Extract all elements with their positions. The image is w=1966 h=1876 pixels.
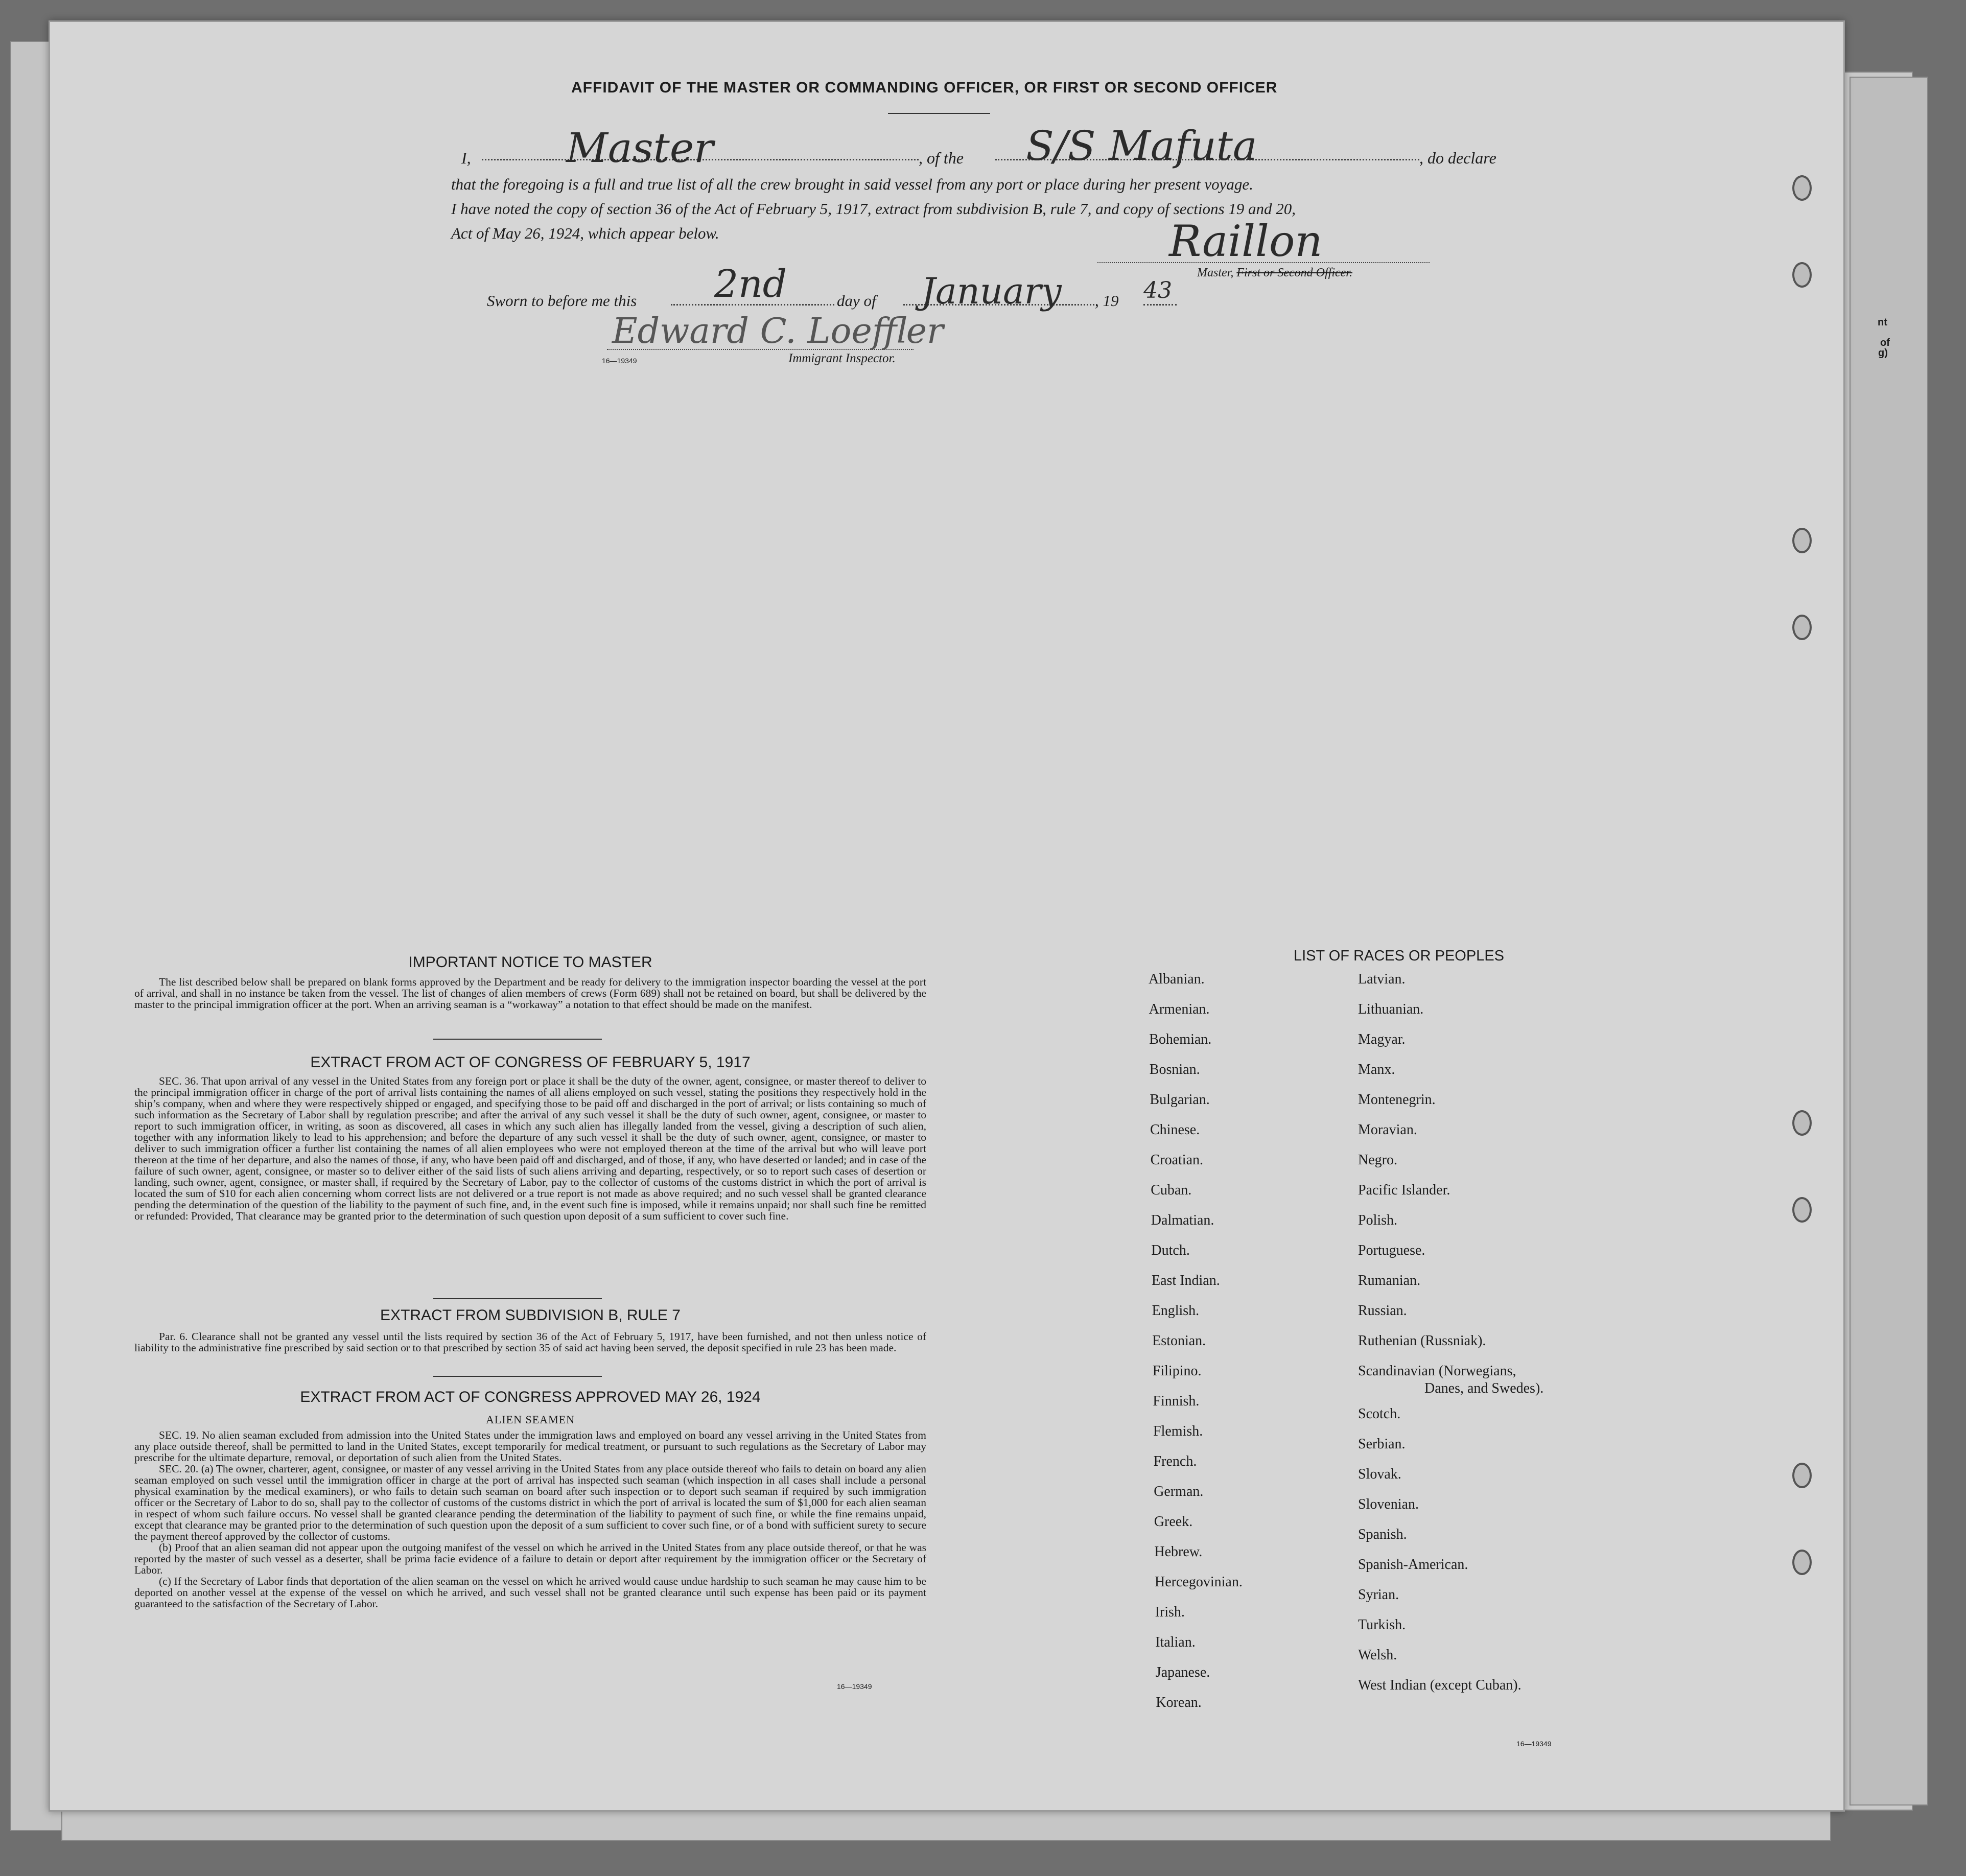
sec-19-paragraph: SEC. 19. No alien seaman excluded from admission into the United States under the immigration laws and employed on board any vessel arriving in the United States from any place outside thereof, shall be permitted to land in the United States, except temporarily for medical treatment, or pursuant to such regulations as the Secretary of Labor may prescribe for the ultimate departure, removal, or deportation of such alien from the United States. <box>134 1429 926 1464</box>
race-item-left: Filipino. <box>1152 1363 1202 1379</box>
races-title: LIST OF RACES OR PEOPLES <box>1293 948 1505 964</box>
race-item-right: Montenegrin. <box>1358 1092 1436 1108</box>
race-item-right: Rumanian. <box>1358 1273 1421 1288</box>
race-item-right: Latvian. <box>1358 971 1406 987</box>
extract-1924-body <box>134 1429 926 1609</box>
extract-1917-body <box>134 1075 926 1222</box>
race-item-right: Syrian. <box>1358 1587 1399 1603</box>
sec-20b-paragraph: (b) Proof that an alien seaman did not appear upon the outgoing manifest of the vessel on which he arrived in the United States from any place outside thereof, or that he was reported by the master of such vessel as a deserter, shall be prima facie evidence of a failure to detain or deport after requirement by the immigration officer or the Secretary of Labor. <box>134 1541 926 1576</box>
race-item-left: Flemish. <box>1153 1423 1203 1439</box>
title-rule <box>888 113 990 114</box>
punch-hole <box>1792 1550 1812 1575</box>
race-item-left: Korean. <box>1156 1695 1202 1710</box>
race-item-left: Croatian. <box>1150 1152 1204 1168</box>
races-form-number: 16—19349 <box>1516 1740 1552 1748</box>
affidavit-i: I, <box>461 149 471 167</box>
affidavit-line-3: I have noted the copy of section 36 of the Act of February 5, 1917, extract from subdivision B, rule 7, and copy of sections 19 and 20, <box>451 200 1296 218</box>
par-6-paragraph: Par. 6. Clearance shall not be granted any vessel until the lists required by section 36 of the Act of February 5, 1917, have been furnished, and not then unless notice of liability to the administrative fine prescribed by said section or to that prescribed by section 35 of said act having been served, the deposit specified in rule 23 has been made. <box>134 1330 926 1354</box>
race-item-right: Spanish. <box>1358 1527 1407 1542</box>
race-item-right: Polish. <box>1358 1212 1398 1228</box>
race-item-left: Chinese. <box>1150 1122 1200 1138</box>
race-item-right: Manx. <box>1358 1062 1395 1077</box>
notice-paragraph: The list described below shall be prepared on blank forms approved by the Department and be ready for delivery to the immigration inspector boarding the vessel at the port of arrival, and shall in no instance be taken from the vessel. The list of changes of alien members of crews (Form 689) shall not be retained on board, but shall be delivered by the master to the principal immigration officer at the port. When an arriving seaman is a “workaway” a notation to that effect should be made on the manifest. <box>134 976 926 1011</box>
sec-20c-paragraph: (c) If the Secretary of Labor finds that deportation of the alien seaman on the vessel on which he arrived would cause undue hardship to such seaman he may cause him to be deported on another vessel at the expense of the vessel on which he arrived, and such vessel shall not be granted clearance until such expense has been paid or its payment guaranteed to the satisfaction of the Secretary of Labor. <box>134 1575 926 1610</box>
punch-hole <box>1792 1197 1812 1223</box>
race-item-left: English. <box>1152 1303 1200 1319</box>
affidavit-declare: , do declare <box>1419 149 1496 167</box>
race-item-right: Portuguese. <box>1358 1242 1425 1258</box>
inspector-line <box>607 349 914 350</box>
race-item-left: French. <box>1153 1453 1197 1469</box>
signature-caption-master: Master, <box>1197 266 1234 279</box>
race-item-right: Scotch. <box>1358 1406 1401 1422</box>
affidavit-title: AFFIDAVIT OF THE MASTER OR COMMANDING OFFICER, OR FIRST OR SECOND OFFICER <box>571 79 1278 96</box>
signature-caption <box>1197 266 1352 280</box>
year-prefix: , 19 <box>1095 292 1119 310</box>
affidavit-line-2: that the foregoing is a full and true list of all the crew brought in said vessel from any port or place during her present voyage. <box>451 175 1253 193</box>
margin-fragment: g) <box>1878 347 1888 359</box>
race-item-right: Lithuanian. <box>1358 1001 1424 1017</box>
inspector-caption: Immigrant Inspector. <box>788 351 896 365</box>
race-item-right: Slovenian. <box>1358 1496 1419 1512</box>
race-item-left: Italian. <box>1155 1634 1196 1650</box>
signature-caption-struck: First or Second Officer. <box>1236 266 1352 279</box>
sworn-text: Sworn to before me this <box>487 292 637 310</box>
extract-1924-title: EXTRACT FROM ACT OF CONGRESS APPROVED MAY 26, 1924 <box>300 1389 761 1405</box>
punch-hole <box>1792 1110 1812 1136</box>
race-item-right: Scandinavian (Norwegians, <box>1358 1363 1516 1379</box>
signature-line <box>1097 262 1430 263</box>
day-value: 2nd <box>714 262 787 306</box>
margin-fragment: nt <box>1878 317 1887 328</box>
race-item-left: Finnish. <box>1153 1393 1200 1409</box>
rule-7-body <box>134 1331 926 1353</box>
race-item-right: Danes, and Swedes). <box>1424 1380 1544 1396</box>
notice-body <box>134 976 926 1010</box>
notice-title: IMPORTANT NOTICE TO MASTER <box>408 954 652 971</box>
race-item-left: Dutch. <box>1151 1242 1190 1258</box>
inspector-signature: Edward C. Loeffler <box>612 311 944 351</box>
race-item-right: Russian. <box>1358 1303 1407 1319</box>
affidavit-form-number: 16—19349 <box>602 357 637 365</box>
race-item-right: Pacific Islander. <box>1358 1182 1450 1198</box>
day-of: day of <box>837 292 876 310</box>
race-item-left: Estonian. <box>1152 1333 1206 1349</box>
punch-hole <box>1792 175 1812 201</box>
race-item-right: West Indian (except Cuban). <box>1358 1677 1522 1693</box>
margin-fragment: of <box>1880 337 1890 348</box>
section-rule <box>433 1376 602 1377</box>
sec-20a-paragraph: SEC. 20. (a) The owner, charterer, agent, consignee, or master of any vessel arriving in the United States from any place outside thereof who fails to detain on board any alien seaman employed on such vessel until the immigration officer in charge at the port of arrival has inspected such seaman (which inspection in all cases shall include a personal physical examination by the medical examiners), or who fails to detain such seaman on board after such inspection or to deport such seaman if required by such immigration officer or the Secretary of Labor to do so, shall pay to the collector of customs of the customs district in which the port of arrival is located the sum of $1,000 for each alien seaman in respect of whom such failure occurs. No vessel shall be granted clearance pending the determination of the liability to payment of such fine, or while the fine remains unpaid, except that clearance may be granted prior to the determination of such question upon the deposit of a sum sufficient to cover such fine, or of a bond with sufficient surety to secure the payment thereof approved by the collector of customs. <box>134 1463 926 1542</box>
alien-seamen-subtitle: ALIEN SEAMEN <box>486 1413 575 1426</box>
race-item-left: Armenian. <box>1149 1001 1210 1017</box>
affidavit-of-the: , of the <box>919 149 964 167</box>
race-item-left: Cuban. <box>1151 1182 1192 1198</box>
extract-form-number: 16—19349 <box>837 1682 872 1691</box>
race-item-right: Spanish-American. <box>1358 1557 1468 1573</box>
race-item-left: German. <box>1154 1484 1204 1499</box>
race-item-left: Bosnian. <box>1149 1062 1200 1077</box>
year-value: 43 <box>1143 277 1172 303</box>
race-item-left: East Indian. <box>1152 1273 1220 1288</box>
race-item-left: Japanese. <box>1155 1664 1210 1680</box>
rule-7-title: EXTRACT FROM SUBDIVISION B, RULE 7 <box>380 1307 681 1324</box>
document-page <box>49 20 1845 1812</box>
punch-hole <box>1792 528 1812 553</box>
master-signature: Raillon <box>1169 216 1323 266</box>
race-item-right: Turkish. <box>1358 1617 1406 1633</box>
race-item-left: Greek. <box>1154 1514 1193 1530</box>
year-line <box>1143 304 1177 306</box>
affidavit-line-4: Act of May 26, 1924, which appear below. <box>451 224 719 242</box>
back-sheet <box>1850 77 1928 1805</box>
race-item-right: Welsh. <box>1358 1647 1397 1663</box>
punch-hole <box>1792 1463 1812 1488</box>
month-value: January <box>921 270 1062 312</box>
race-item-right: Moravian. <box>1358 1122 1417 1138</box>
punch-hole <box>1792 262 1812 288</box>
race-item-left: Bulgarian. <box>1150 1092 1210 1108</box>
sec-36-paragraph: SEC. 36. That upon arrival of any vessel in the United States from any foreign port or place it shall be the duty of the owner, agent, consignee, or master thereof to deliver to the principal immigration officer in charge of the port of arrival lists containing the names of all aliens employed on such vessel, stating the positions they respectively hold in the ship’s company, when and where they were respectively shipped or engaged, and specifying those to be paid off and discharged in the port of arrival; or lists containing so much of such information as the Secretary of Labor shall by regulation prescribe; and after the arrival of any such vessel it shall be the duty of such owner, agent, consignee, or master to report to such immigration officer, in writing, as soon as discovered, all cases in which any such alien has illegally landed from the vessel, giving a description of such alien, together with any information likely to lead to his apprehension; and before the departure of any such vessel it shall be the duty of such owner, agent, consignee, or master to deliver to such immigration officer a further list containing the names of all alien employees who were not employed thereon at the time of the arrival but who will leave port thereon at the time of her departure, and also the names of those, if any, who have been paid off and discharged, and of those, if any, who have deserted or landed; and in case of the failure of such owner, agent, consignee, or master so to deliver either of the said lists of such aliens arriving and departing, respectively, or so to report such cases of desertion or landing, such owner, agent, consignee, or master shall, if required by the Secretary of Labor, pay to the collector of customs of the customs district in which the port of arrival is located the sum of $10 for each alien concerning whom correct lists are not delivered or a true report is not made as above required; and no such vessel shall be granted clearance pending the determination of the question of the liability to the payment of such fine, and, in the event such fine is imposed, while it remains unpaid; nor shall such fine be remitted or refunded: Provided, That clearance may be granted prior to the determination of such question upon deposit of a sum sufficient to cover such fine. <box>134 1075 926 1222</box>
race-item-right: Slovak. <box>1358 1466 1401 1482</box>
race-item-right: Ruthenian (Russniak). <box>1358 1333 1486 1349</box>
race-item-left: Dalmatian. <box>1151 1212 1214 1228</box>
filled-vessel: S/S Mafuta <box>1026 122 1257 170</box>
race-item-left: Albanian. <box>1149 971 1205 987</box>
filled-rank: Master <box>566 124 714 172</box>
race-item-right: Serbian. <box>1358 1436 1406 1452</box>
race-item-right: Magyar. <box>1358 1031 1406 1047</box>
section-rule <box>433 1039 602 1040</box>
section-rule <box>433 1298 602 1299</box>
punch-hole <box>1792 615 1812 640</box>
race-item-right: Negro. <box>1358 1152 1397 1168</box>
race-item-left: Hebrew. <box>1154 1544 1203 1560</box>
extract-1917-title: EXTRACT FROM ACT OF CONGRESS OF FEBRUARY 5, 1917 <box>310 1054 751 1071</box>
race-item-left: Irish. <box>1155 1604 1185 1620</box>
race-item-left: Hercegovinian. <box>1155 1574 1243 1590</box>
race-item-left: Bohemian. <box>1149 1031 1212 1047</box>
